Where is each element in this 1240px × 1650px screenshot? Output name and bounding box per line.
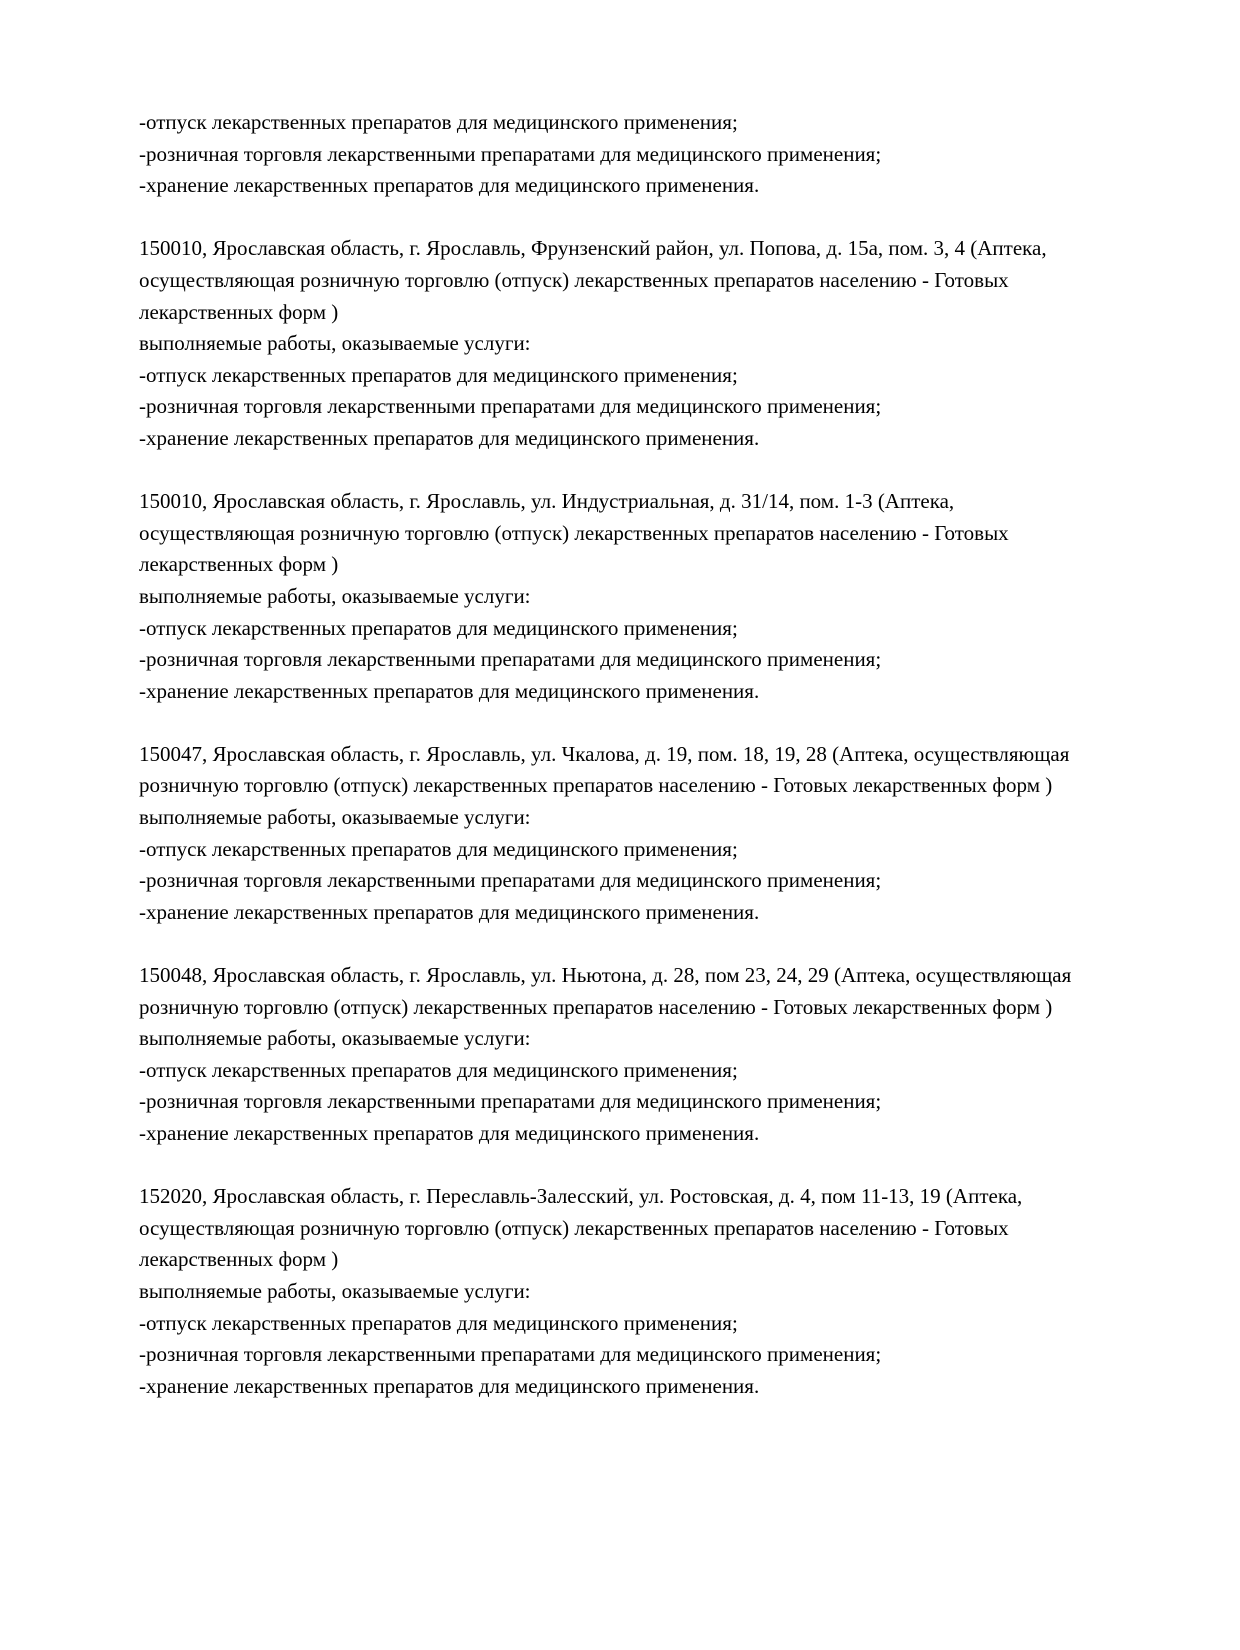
service-line: -розничная торговля лекарственными препаратами для медицинского применения;	[139, 394, 882, 419]
service-line: -хранение лекарственных препаратов для медицинского применения.	[139, 173, 760, 198]
service-line: -хранение лекарственных препаратов для медицинского применения.	[139, 425, 760, 450]
pharmacy-address: 152020, Ярославская область, г. Переславль-Залесский, ул. Ростовская, д. 4, пом 11-13, 19 (Аптека, осуществляющая розничную торговлю (отпуск) лекарственных препаратов населению - Готовых лекарственных форм )	[139, 1184, 1023, 1272]
service-line: -розничная торговля лекарственными препаратами для медицинского применения;	[139, 868, 882, 893]
paragraph-gap	[139, 1150, 1115, 1182]
service-line: -отпуск лекарственных препаратов для медицинского применения;	[139, 110, 738, 134]
pharmacy-entry	[139, 455, 1115, 708]
pharmacy-entry	[139, 707, 1115, 928]
service-line: -розничная торговля лекарственными препаратами для медицинского применения;	[139, 1342, 882, 1367]
service-line: -отпуск лекарственных препаратов для медицинского применения;	[139, 1310, 738, 1335]
pharmacy-address: 150048, Ярославская область, г. Ярославль, ул. Ньютона, д. 28, пом 23, 24, 29 (Аптека, осуществляющая розничную торговлю (отпуск) лекарственных препаратов населению - Готовых лекарственных форм )	[139, 963, 1072, 1019]
service-line: -отпуск лекарственных препаратов для медицинского применения;	[139, 362, 738, 387]
paragraph-gap	[139, 202, 1115, 234]
works-services-label: выполняемые работы, оказываемые услуги:	[139, 331, 531, 356]
works-services-label: выполняемые работы, оказываемые услуги:	[139, 583, 531, 608]
works-services-label: выполняемые работы, оказываемые услуги:	[139, 805, 531, 830]
works-services-label: выполняемые работы, оказываемые услуги:	[139, 1278, 531, 1303]
pharmacy-entry	[139, 1150, 1115, 1403]
service-line: -розничная торговля лекарственными препаратами для медицинского применения;	[139, 647, 882, 672]
paragraph-gap	[139, 455, 1115, 487]
paragraph-gap	[139, 928, 1115, 960]
paragraph-gap	[139, 707, 1115, 739]
pharmacy-address: 150010, Ярославская область, г. Ярославль, ул. Индустриальная, д. 31/14, пом. 1-3 (Аптека, осуществляющая розничную торговлю (отпуск) лекарственных препаратов населению - Готовых лекарственных форм )	[139, 489, 1009, 577]
service-line: -розничная торговля лекарственными препаратами для медицинского применения;	[139, 1089, 882, 1114]
license-document-text	[139, 107, 1115, 1402]
service-line: -розничная торговля лекарственными препаратами для медицинского применения;	[139, 141, 882, 166]
service-line: -отпуск лекарственных препаратов для медицинского применения;	[139, 1057, 738, 1082]
service-line: -отпуск лекарственных препаратов для медицинского применения;	[139, 615, 738, 640]
service-line: -отпуск лекарственных препаратов для медицинского применения;	[139, 836, 738, 861]
pharmacy-entry	[139, 928, 1115, 1149]
service-line: -хранение лекарственных препаратов для медицинского применения.	[139, 1373, 760, 1398]
pharmacy-address: 150010, Ярославская область, г. Ярославль, Фрунзенский район, ул. Попова, д. 15а, пом. 3, 4 (Аптека, осуществляющая розничную торговлю (отпуск) лекарственных препаратов населению - Готовых лекарственных форм )	[139, 236, 1047, 324]
service-line: -хранение лекарственных препаратов для медицинского применения.	[139, 678, 760, 703]
pharmacy-address: 150047, Ярославская область, г. Ярославль, ул. Чкалова, д. 19, пом. 18, 19, 28 (Аптека, осуществляющая розничную торговлю (отпуск) лекарственных препаратов населению - Готовых лекарственных форм )	[139, 741, 1070, 798]
pharmacy-entry	[139, 202, 1115, 455]
service-line: -хранение лекарственных препаратов для медицинского применения.	[139, 1121, 760, 1145]
service-line: -хранение лекарственных препаратов для медицинского применения.	[139, 899, 760, 924]
works-services-label: выполняемые работы, оказываемые услуги:	[139, 1026, 531, 1051]
